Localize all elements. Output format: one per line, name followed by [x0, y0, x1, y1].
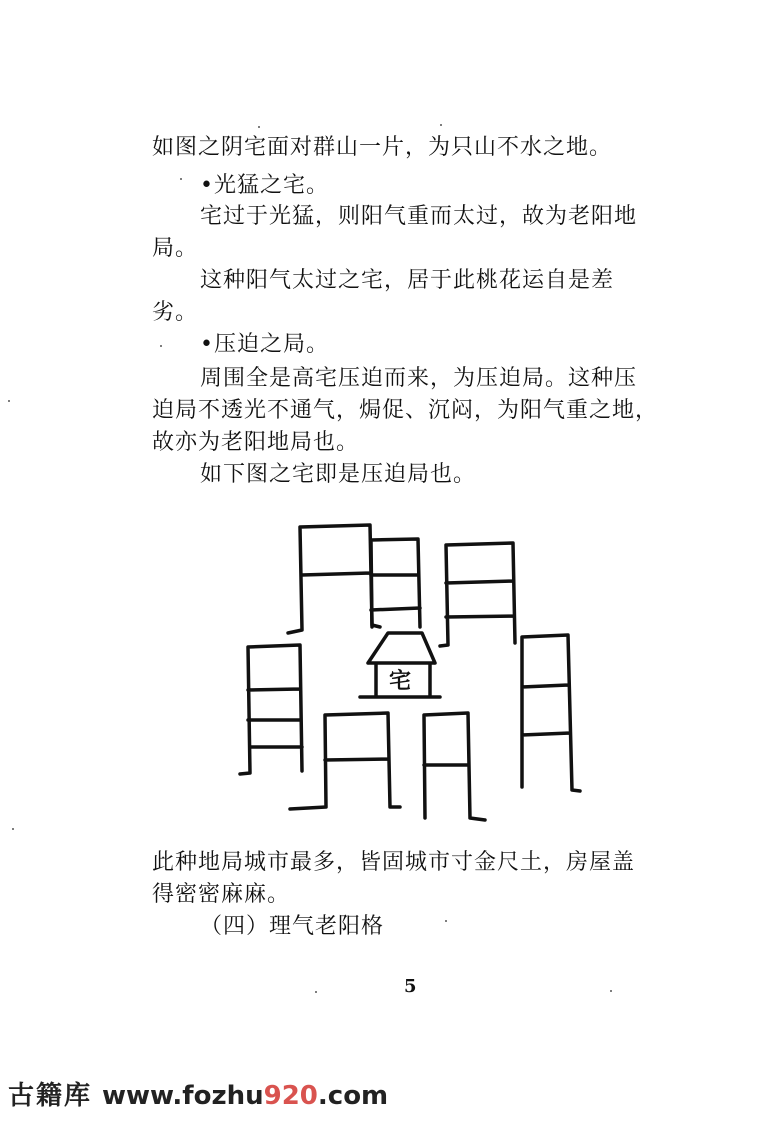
text-line-13: 得密密麻麻。: [152, 882, 291, 907]
building-right: [522, 635, 580, 791]
text-line-4: 局。: [152, 236, 199, 261]
text-line-11: 如下图之宅即是压迫局也。: [200, 462, 477, 487]
watermark-url-suffix: .com: [317, 1081, 389, 1111]
scan-speck: [258, 126, 260, 128]
scan-speck: [440, 124, 442, 126]
text-line-9: 迫局不透光不通气，焗促、沉闷，为阳气重之地，: [152, 398, 659, 423]
scan-speck: [8, 400, 10, 402]
scan-speck: [610, 990, 612, 992]
building-top-left: [288, 525, 380, 633]
scan-speck: [12, 828, 14, 830]
text-line-10: 故亦为老阳地局也。: [152, 430, 360, 455]
scan-speck: [315, 991, 317, 993]
text-line-3: 宅过于光猛，则阳气重而太过，故为老阳地: [200, 204, 638, 229]
section-heading-oppressive: •压迫之局。: [200, 332, 329, 357]
text-line-12: 此种地局城市最多，皆固城市寸金尺土，房屋盖: [152, 850, 636, 875]
oppressive-layout-diagram: [230, 515, 590, 835]
diagram-sketch: [230, 515, 590, 835]
building-bottom-right: [424, 713, 485, 820]
watermark-url-accent: 920: [263, 1081, 318, 1111]
page-number: 5: [404, 976, 417, 997]
watermark-url-main: www.fozhu: [102, 1081, 264, 1111]
building-bottom-left: [290, 713, 400, 809]
text-line-8: 周围全是高宅压迫而来，为压迫局。这种压: [200, 366, 638, 391]
building-top-middle: [371, 539, 420, 627]
section-heading-four: （四）理气老阳格: [200, 914, 385, 939]
scan-speck: [160, 345, 162, 347]
text-line-1: 如图之阴宅面对群山一片，为只山不水之地。: [152, 135, 613, 160]
section-heading-bright-house: •光猛之宅。: [200, 173, 329, 198]
house-label: 宅: [388, 668, 412, 694]
scan-speck: [180, 178, 182, 180]
text-line-5: 这种阳气太过之宅，居于此桃花运自是差: [200, 268, 615, 293]
text-line-6: 劣。: [152, 300, 199, 325]
building-left: [240, 645, 302, 774]
watermark: [8, 1074, 388, 1118]
building-top-right: [440, 543, 515, 646]
watermark-prefix: 古籍库: [8, 1081, 93, 1111]
scan-speck: [445, 920, 447, 922]
